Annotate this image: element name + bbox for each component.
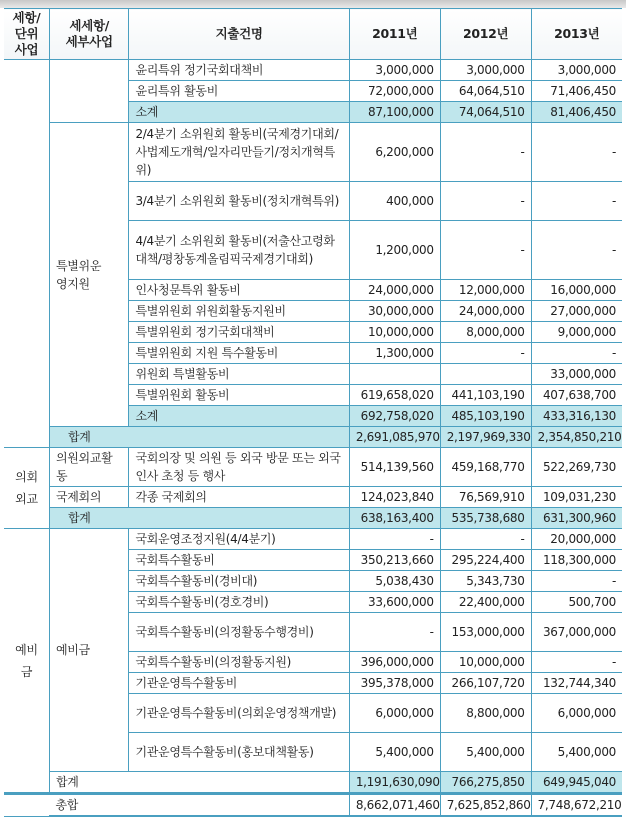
unit-cell bbox=[4, 123, 49, 448]
table-row: 3/4분기 소위원회 활동비(정치개혁특위) 400,000 - - bbox=[4, 182, 622, 221]
table-row: 기관운영특수활동비(의회운영정책개발) 6,000,000 8,800,000 6,000,000 bbox=[4, 694, 622, 733]
table-row: 윤리특위 정기국회대책비 3,000,000 3,000,000 3,000,000 bbox=[4, 60, 622, 81]
table-row: 윤리특위 활동비 72,000,000 64,064,510 71,406,450 bbox=[4, 81, 622, 102]
table-row: 국회특수활동비(경호경비) 33,600,000 22,400,000 500,700 bbox=[4, 592, 622, 613]
header-expense-name: 지출건명 bbox=[129, 9, 349, 60]
table-row: 예비금 예비금 국회운영조정지원(4/4분기) - - 20,000,000 bbox=[4, 529, 622, 550]
table-row: 특별위원회 정기국회대책비 10,000,000 8,000,000 9,000,000 bbox=[4, 322, 622, 343]
header-year-2013: 2013년 bbox=[531, 9, 622, 60]
table-row: 국회특수활동비 350,213,660 295,224,400 118,300,000 bbox=[4, 550, 622, 571]
expense-table bbox=[4, 8, 622, 817]
header-year-2011: 2011년 bbox=[349, 9, 440, 60]
table-row: 특별위운영지원 2/4분기 소위원회 활동비(국제경기대회/사법제도개혁/일자리만들기/정치개혁특위) 6,200,000 - - bbox=[4, 123, 622, 182]
table-row: 국제회의 각종 국제회의 124,023,840 76,569,910 109,031,230 bbox=[4, 487, 622, 508]
group-reserve: 예비금 bbox=[4, 529, 49, 794]
header-year-2012: 2012년 bbox=[440, 9, 531, 60]
table-row: 특별위원회 위원회활동지원비 30,000,000 24,000,000 27,000,000 bbox=[4, 301, 622, 322]
table-row: 국회특수활동비(의정활동지원) 396,000,000 10,000,000 - bbox=[4, 652, 622, 673]
top-band bbox=[0, 0, 626, 8]
group-diplomacy: 의회외교 bbox=[4, 448, 49, 529]
unit-cell bbox=[4, 60, 49, 123]
subtotal-row: 소계 692,758,020 485,103,190 433,316,130 bbox=[4, 406, 622, 427]
table-row: 기관운영특수활동비 395,378,000 266,107,720 132,744,340 bbox=[4, 673, 622, 694]
table-row: 위원회 특별활동비 33,000,000 bbox=[4, 364, 622, 385]
header-sub-project: 세세항/ 세부사업 bbox=[49, 9, 129, 60]
total-row: 합계 2,691,085,970 2,197,969,330 2,354,850,210 bbox=[4, 427, 622, 448]
table-row: 인사청문특위 활동비 24,000,000 12,000,000 16,000,000 bbox=[4, 280, 622, 301]
table-row: 의회외교 의원외교활동 국회의장 및 의원 등 외국 방문 또는 외국 인사 초청 등 행사 514,139,560 459,168,770 522,269,730 bbox=[4, 448, 622, 487]
table-row: 특별위원회 지원 특수활동비 1,300,000 - - bbox=[4, 343, 622, 364]
table-row: 기관운영특수활동비(홍보대책활동) 5,400,000 5,400,000 5,400,000 bbox=[4, 733, 622, 772]
subtotal-row: 소계 87,100,000 74,064,510 81,406,450 bbox=[4, 102, 622, 123]
group-special-committee: 특별위운영지원 bbox=[49, 123, 129, 427]
table-row: 4/4분기 소위원회 활동비(저출산고령화대책/평창동계올림픽국제경기대회) 1,200,000 - - bbox=[4, 221, 622, 280]
total-row: 합계 1,191,630,090 766,275,850 649,945,040 bbox=[4, 772, 622, 794]
header-unit-project: 세항/ 단위 사업 bbox=[4, 9, 49, 60]
grand-total-row: 총합 8,662,071,460 7,625,852,860 7,748,672,210 bbox=[4, 794, 622, 817]
sub-cell bbox=[49, 60, 129, 123]
table-row: 국회특수활동비(경비대) 5,038,430 5,343,730 - bbox=[4, 571, 622, 592]
table-row: 특별위원회 활동비 619,658,020 441,103,190 407,638,700 bbox=[4, 385, 622, 406]
sub-reserve: 예비금 bbox=[49, 529, 129, 772]
table-row: 국회특수활동비(의정활동수행경비) - 153,000,000 367,000,000 bbox=[4, 613, 622, 652]
total-row: 합계 638,163,400 535,738,680 631,300,960 bbox=[4, 508, 622, 529]
header-row bbox=[4, 9, 622, 60]
